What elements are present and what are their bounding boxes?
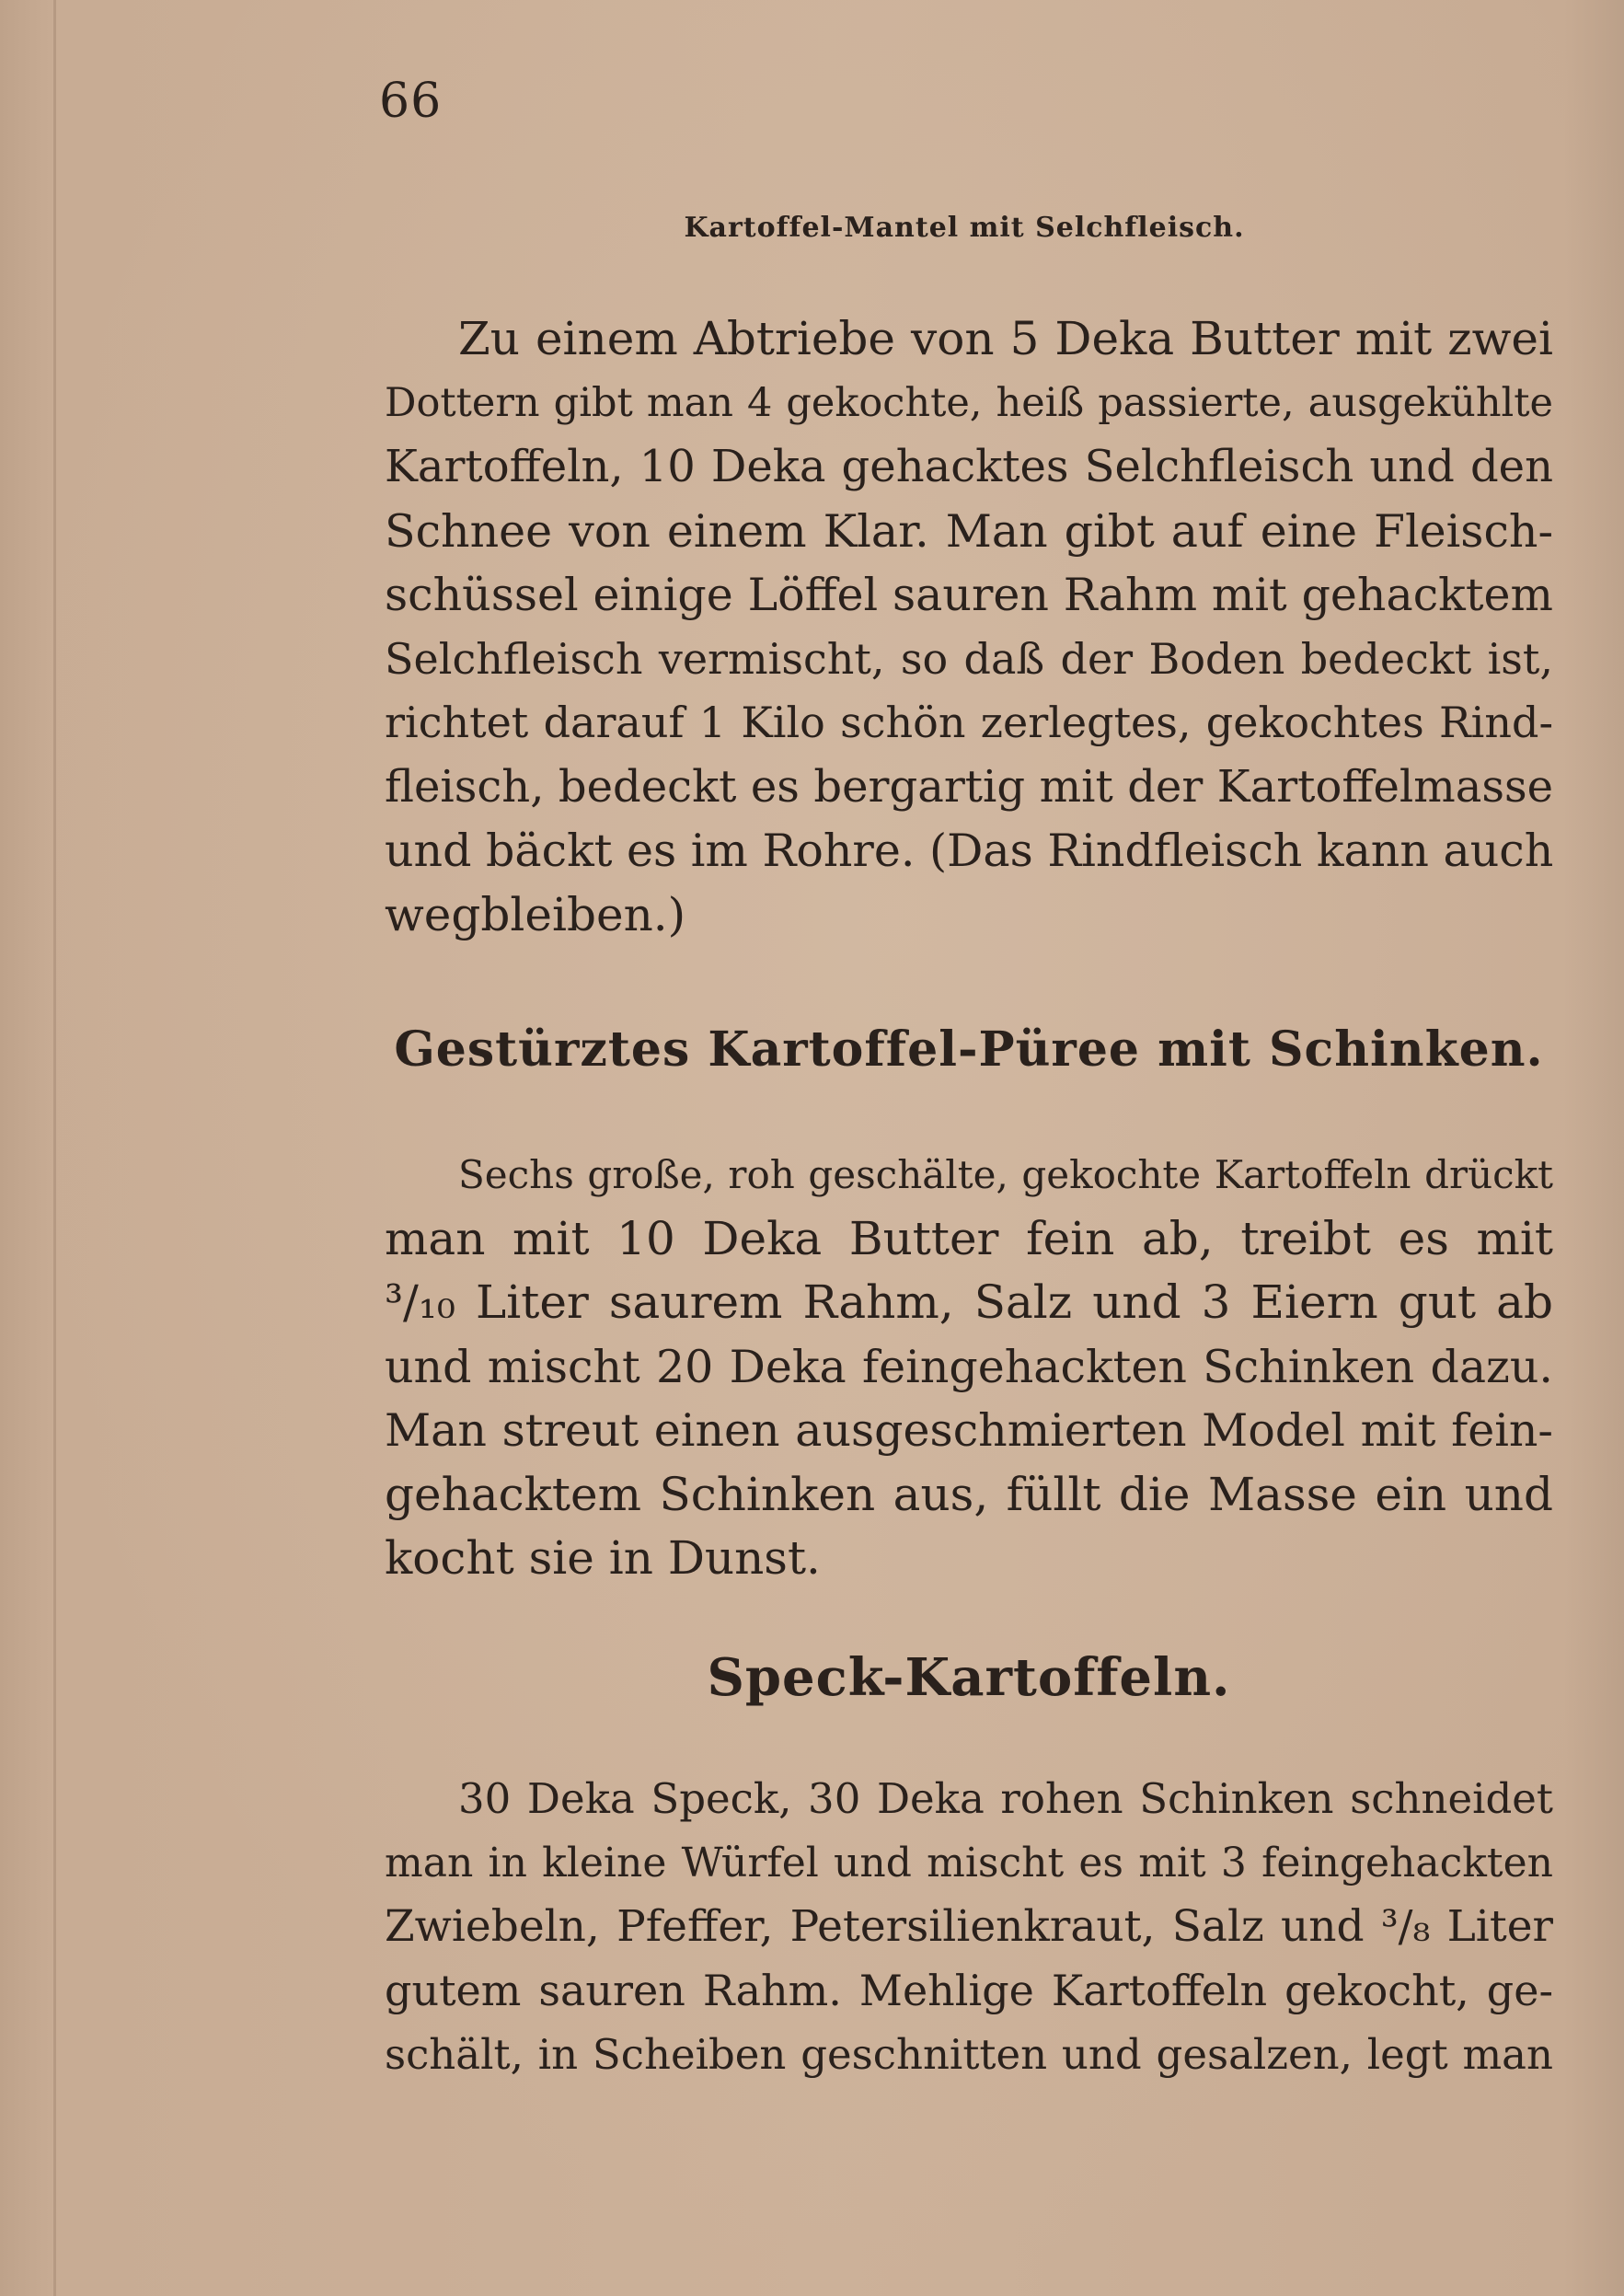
recipe-text	[385, 307, 1553, 947]
page-gutter	[53, 0, 56, 2296]
text-line: und mischt 20 Deka feingehackten Schinken dazu.	[385, 1340, 1553, 1393]
recipe-text	[385, 1143, 1553, 1591]
text-line: richtet darauf 1 Kilo schön zerlegtes, gekochtes Rind-	[385, 698, 1553, 747]
text-line: gehacktem Schinken aus, füllt die Masse ein und	[385, 1467, 1553, 1521]
text-line: Dottern gibt man 4 gekochte, heiß passierte, ausgekühlte	[385, 379, 1553, 426]
text-line: Kartoffeln, 10 Deka gehacktes Selchfleisch und den	[385, 441, 1553, 492]
recipe-speck-kartoffeln	[385, 1647, 1553, 2087]
text-line: wegbleiben.)	[385, 887, 686, 941]
text-line: Selchfleisch vermischt, so daß der Boden bedeckt ist,	[385, 633, 1553, 684]
text-line: Zu einem Abtriebe von 5 Deka Butter mit zwei	[458, 312, 1553, 365]
recipe-title: Speck-Kartoffeln.	[707, 1647, 1231, 1708]
text-line: Zwiebeln, Pfeffer, Petersilienkraut, Salz und ³/₈ Liter	[385, 1901, 1553, 1953]
text-line: kocht sie in Dunst.	[385, 1531, 821, 1586]
recipe-text	[385, 1767, 1553, 2087]
text-line: gutem sauren Rahm. Mehlige Kartoffeln gekocht, ge-	[385, 1965, 1553, 2015]
text-line: und bäckt es im Rohre. (Das Rindfleisch kann auch	[385, 825, 1554, 877]
recipe-title: Gestürztes Kartoffel-Püree mit Schinken.	[394, 1021, 1544, 1078]
page-number: 66	[379, 74, 443, 129]
text-line: schält, in Scheiben geschnitten und gesalzen, legt man	[385, 2030, 1553, 2080]
text-line: Sechs große, roh geschälte, gekochte Kartoffeln drückt	[458, 1152, 1553, 1198]
text-line: Man streut einen ausgeschmierten Model mit fein-	[385, 1404, 1553, 1458]
text-line: schüssel einige Löffel sauren Rahm mit gehacktem	[385, 569, 1553, 621]
text-line: 30 Deka Speck, 30 Deka rohen Schinken schneidet	[458, 1774, 1553, 1824]
text-line: man mit 10 Deka Butter fein ab, treibt es mit	[385, 1211, 1553, 1265]
recipe-kartoffel-mantel	[385, 212, 1553, 947]
recipe-kartoffel-pueree	[385, 1021, 1553, 1591]
text-line: Schnee von einem Klar. Man gibt auf eine Fleisch-	[385, 504, 1553, 558]
text-line: man in kleine Würfel und mischt es mit 3 feingehackten	[385, 1839, 1553, 1886]
text-line: ³/₁₀ Liter saurem Rahm, Salz und 3 Eiern gut ab	[385, 1275, 1553, 1330]
recipe-title: Kartoffel-Mantel mit Selchfleisch.	[684, 212, 1245, 244]
text-line: fleisch, bedeckt es bergartig mit der Kartoffelmasse	[385, 760, 1553, 813]
